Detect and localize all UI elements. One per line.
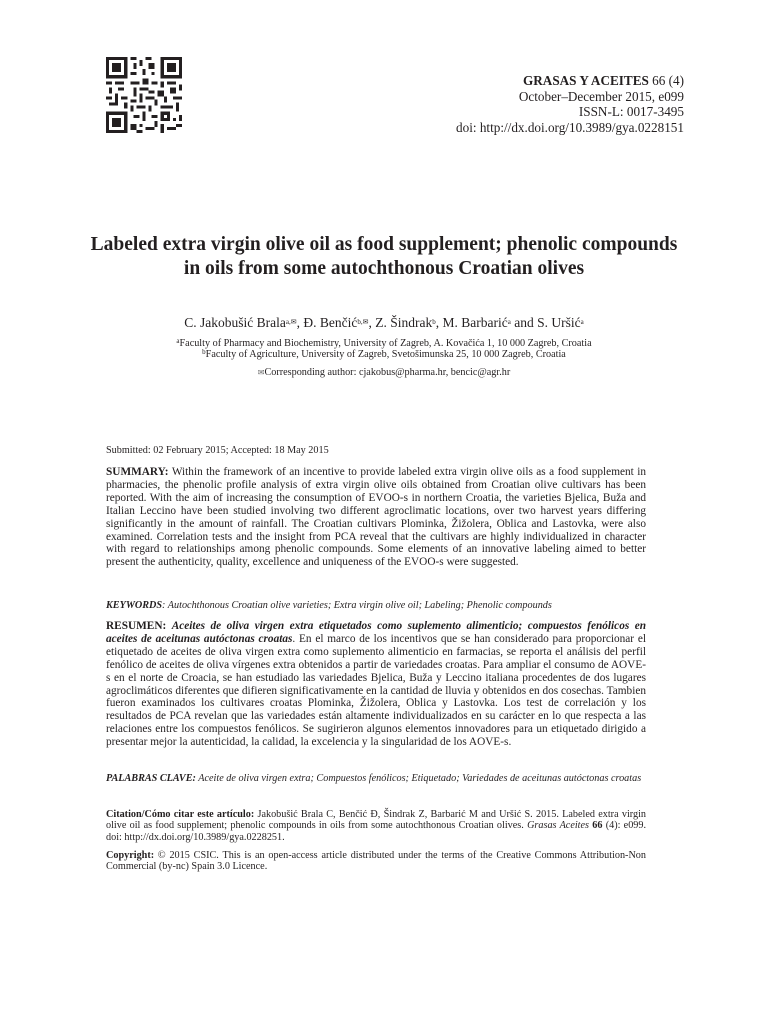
affiliations xyxy=(84,338,684,360)
affiliation xyxy=(84,338,684,349)
citation-section xyxy=(106,809,646,843)
submission-dates: Submitted: 02 February 2015; Accepted: 18 May 2015 xyxy=(106,445,329,456)
journal-name: GRASAS Y ACEITES xyxy=(523,73,649,88)
author-list: C. Jakobušić Brala$^{a,✉}$, Đ. Benčić$^{b,✉}$, Z. Šindrak$^b$, M. Barbarić$^a$ and S. Uršić$^a$ xyxy=(184,315,584,330)
affiliation xyxy=(84,349,684,360)
palabras-clave-section xyxy=(106,773,646,784)
keywords-label: KEYWORDS xyxy=(106,600,163,611)
summary-section xyxy=(106,466,646,569)
citation-text: Jakobušić Brala C, Benčić Đ, Šindrak Z, Barbarić M and Uršić S. 2015. Labeled extra virgin olive oil as food supplement; phenolic compounds in oils from some autochthonous Croatian olives. xyxy=(106,809,647,832)
author-affiliation-mark: a,✉ xyxy=(285,317,297,326)
affiliation-text: Faculty of Pharmacy and Biochemistry, University of Zagreb, A. Kovačića 1, 10 000 Zagreb, Croatia xyxy=(179,338,592,349)
author-name: Đ. Benčić xyxy=(303,315,358,330)
palabras-clave-label: PALABRAS CLAVE: xyxy=(106,773,196,784)
copyright-text: © 2015 CSIC. This is an open-access article distributed under the terms of the Creative Commons Attribution-Non Commercial (by-nc) Spain 3.0 Licence. xyxy=(106,850,646,873)
resumen-section xyxy=(106,620,646,749)
journal-header xyxy=(456,73,684,135)
affiliation-mark: b xyxy=(202,348,206,357)
author-name: C. Jakobušić Brala xyxy=(184,315,286,330)
journal-issue: October–December 2015, e099 xyxy=(518,88,684,104)
summary-text: Within the framework of an incentive to provide labeled extra virgin olive oils as a food supplement in pharmacies, the phenolic profile analysis of extra virgin olive oils obtained from Croatian olive cultivars has been reported. With the aim of increasing the consumption of EVOO-s in northern Croatia, the varieties Bjelica, Buža and Italian Leccino have been studied involving two different agroclimatic locations, over two harvest years differing significantly in the amount of rainfall. The Croatian cultivars Plominka, Žižolera, Oblica and Lastovka, were also examined. Correlation tests and the insight from PCA reveal that the cultivars are highly individualized in character with regard to relationships among phenolic compounds. Some elements of an innovative labeling aimed to better present the authenticity, quality, excellence and uniqueness of the EVOO-s were suggested. xyxy=(106,466,647,569)
author-affiliation-mark: a xyxy=(507,317,511,326)
copyright-section xyxy=(106,850,646,873)
author-affiliation-mark: a xyxy=(580,317,584,326)
journal-volume: 66 (4) xyxy=(652,73,684,88)
qr-code-icon[interactable] xyxy=(106,57,182,133)
journal-doi[interactable]: doi: http://dx.doi.org/10.3989/gya.0228151 xyxy=(456,119,684,135)
corresponding-author-text[interactable]: Corresponding author: cjakobus@pharma.hr, bencic@agr.hr xyxy=(264,367,511,378)
citation-journal: Grasas Aceites xyxy=(527,820,589,832)
journal-name-line xyxy=(456,73,684,89)
resumen-title: Aceites de oliva virgen extra etiquetados como suplemento alimenticio; compuestos fenólicos en aceites de aceitunas autóctonas croatas xyxy=(106,620,646,645)
resumen-text: . En el marco de los incentivos que se han considerado para proporcionar el etiquetado de aceites de oliva virgen extra como suplemento alimenticio en farmacias, se reporta el análisis del perfil fenólico de aceites de oliva vírgenes extra obtenidos a partir de variedades croatas. Para ampliar el consumo de AOVE-s en el norte de Croacia, se han estudiado las variedades Bjelica, Buža y Leccino italiana procedentes de dos lugares agroclimáticos diferentes que difieren significativamente en la cantidad de lluvia y obtenidos en dos cosechas. Tambien fueron examinados los cultivares croatas Plominka, Žižolera, Oblica y Lastovka. Los test de correlación y los resultados de PCA revelan que las variedades están altamente individualizados en su carácter en lo que respecta a las relaciones entre los compuestos fenólicos. Se sugirieron algunos elementos innovadores para un etiquetado dirigido a presentar mejor la autenticidad, la calidad, la excelencia y la singularidad de los AOVE-s. xyxy=(106,632,646,749)
resumen-label: RESUMEN: xyxy=(106,620,167,632)
article-title: Labeled extra virgin olive oil as food supplement; phenolic compounds in oils from some autochthonous Croatian olives xyxy=(90,234,678,279)
citation-volume: 66 xyxy=(592,820,603,832)
author-affiliation-mark: b,✉ xyxy=(357,317,369,326)
affiliation-mark: a xyxy=(176,336,180,345)
author-name: S. Uršić xyxy=(537,315,581,330)
citation-label: Citation/Cómo citar este artículo: xyxy=(106,809,255,820)
keywords-section xyxy=(106,600,646,612)
summary-label: SUMMARY: xyxy=(106,466,169,478)
copyright-label: Copyright: xyxy=(106,850,155,861)
author-name: M. Barbarić xyxy=(442,315,508,330)
author-name: Z. Šindrak xyxy=(375,315,433,330)
corresponding-author xyxy=(84,367,684,379)
citation-doi[interactable]: (4): e099. doi: http://dx.doi.org/10.3989/gya.0228251. xyxy=(106,820,647,843)
author-affiliation-mark: b xyxy=(432,317,436,326)
envelope-icon: ✉ xyxy=(257,368,265,377)
affiliation-text: Faculty of Agriculture, University of Zagreb, Svetošimunska 25, 10 000 Zagreb, Croatia xyxy=(205,349,566,361)
keywords-text: : Autochthonous Croatian olive varieties; Extra virgin olive oil; Labeling; Phenolic compounds xyxy=(162,600,552,611)
journal-issn: ISSN-L: 0017-3495 xyxy=(578,104,684,119)
palabras-clave-text: Aceite de oliva virgen extra; Compuestos fenólicos; Etiquetado; Variedades de aceitunas autóctonas croatas xyxy=(195,773,642,784)
